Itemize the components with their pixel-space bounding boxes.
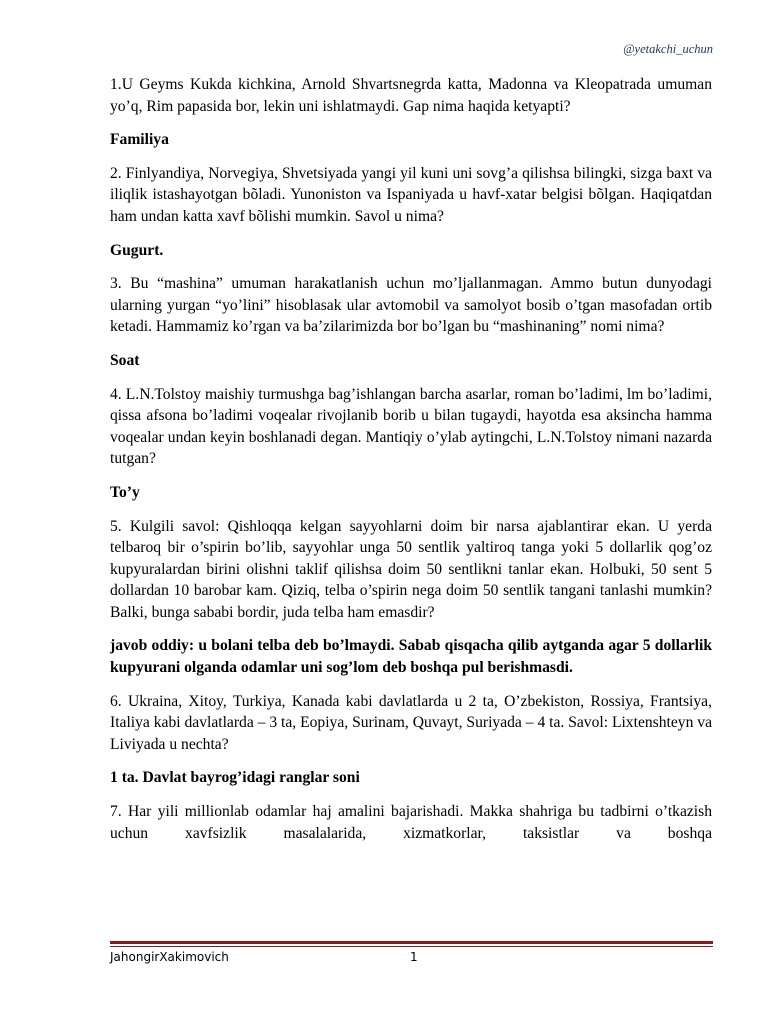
question-5: 5. Kulgili savol: Qishloqqa kelgan sayyohlarni doim bir narsa ajablantirar ekan. U yerda telbaroq bir o’spirin bo’lib, sayyohlar unga 50 sentlik yaltiroq tanga yoki 5 dollarlik qog’oz kupyuralardan birini olishni taklif qilishsa doim 50 sentlikni tanlar ekan. Holbuki, 50 sent 5 dollardan 10 barobar kam. Qiziq, telba o’spirin nega doim 50 sentlik tangani tanlashi mumkin? Balki, bunga sababi bordir, juda telba ham emasdir?	[110, 517, 712, 621]
page-number: 1	[410, 950, 418, 964]
answer-2: Gugurt.	[110, 241, 164, 259]
question-7: 7. Har yili millionlab odamlar haj amalini bajarishadi. Makka shahriga bu tadbirni o’tkazish uchun xavfsizlik masalalarida, xizmatkorlar, taksistlar va boshqa	[110, 803, 712, 842]
footer-rule-thin	[110, 946, 713, 947]
document-body	[110, 74, 712, 856]
footer-author: JahongirXakimovich	[110, 950, 229, 964]
question-2: 2. Finlyandiya, Norvegiya, Shvetsiyada yangi yil kuni uni sovg’a qilishsa bilingki, sizga baxt va iliqlik istashayotgan bõladi. Yunoniston va Ispaniyada u havf-xatar belgisi bõlgan. Haqiqatdan ham undan katta xavf bõlishi mumkin. Savol u nima?	[110, 164, 712, 225]
answer-4: To’y	[110, 483, 140, 501]
question-1: 1.U Geyms Kukda kichkina, Arnold Shvartsnegrda katta, Madonna va Kleopatrada umuman yo’q, Rim papasida bor, lekin uni ishlatmaydi. Gap nima haqida ketyapti?	[110, 76, 712, 115]
header-handle: @yetakchi_uchun	[623, 42, 713, 56]
answer-6: 1 ta. Davlat bayrog’idagi ranglar soni	[110, 769, 360, 787]
answer-5: javob oddiy: u bolani telba deb bo’lmaydi. Sabab qisqacha qilib aytganda agar 5 dollarlik kupyurani olganda odamlar uni sog’lom deb boshqa pul berishmasdi.	[110, 637, 712, 677]
answer-1: Familiya	[110, 131, 169, 149]
answer-3: Soat	[110, 351, 140, 369]
footer-rule-thick	[110, 941, 713, 944]
question-6: 6. Ukraina, Xitoy, Turkiya, Kanada kabi davlatlarda u 2 ta, O’zbekiston, Rossiya, Frantsiya, Italiya kabi davlatlarda – 3 ta, Eopiya, Surinam, Quvayt, Suriyada – 4 ta. Savol: Lixtenshteyn va Liviyada u nechta?	[110, 692, 712, 753]
question-3: 3. Bu “mashina” umuman harakatlanish uchun mo’ljallanmagan. Ammo butun dunyodagi ularning yurgan “yo’lini” hisoblasak ular avtomobil va samolyot bosib o’tgan masofadan ortib ketadi. Hammamiz ko’rgan va ba’zilarimizda bor bo’lgan bu “mashinaning” nomi nima?	[110, 275, 712, 336]
question-4: 4. L.N.Tolstoy maishiy turmushga bag’ishlangan barcha asarlar, roman bo’ladimi, lm bo’ladimi, qissa afsona bo’ladimi voqealar rivojlanib borib u bilan tugaydi, hayotda esa aksincha hamma voqealar undan keyin boshlanadi degan. Mantiqiy o’ylab aytingchi, L.N.Tolstoy nimani nazarda tutgan?	[110, 385, 712, 468]
